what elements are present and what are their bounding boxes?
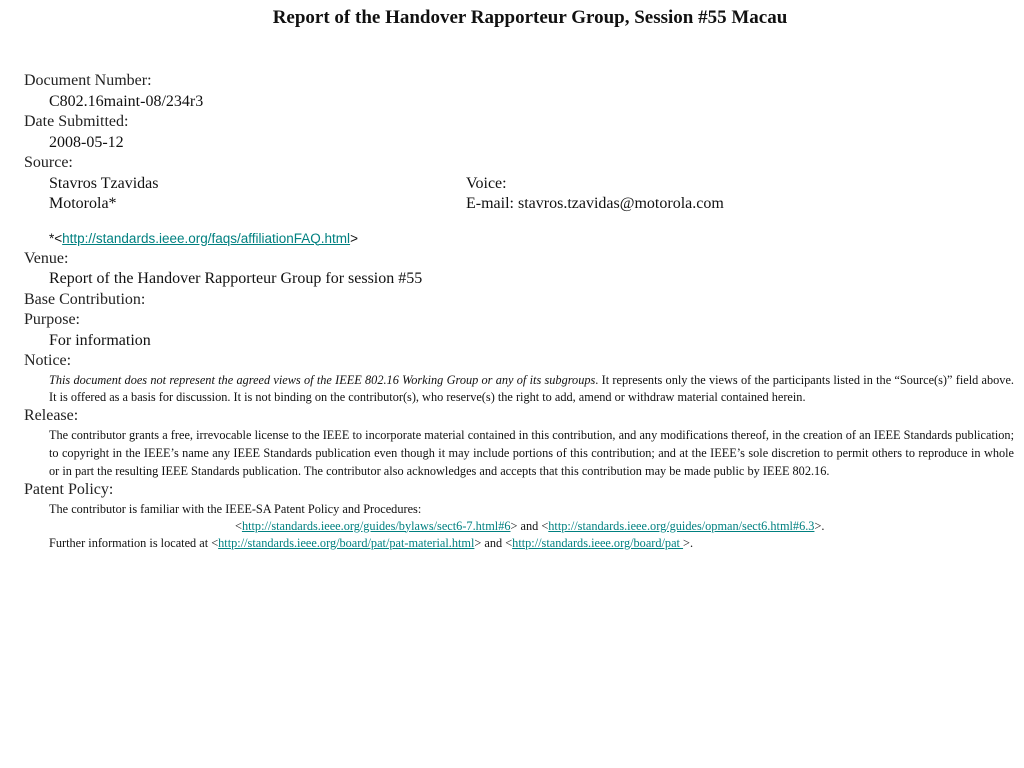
affiliation-faq-link[interactable]: http://standards.ieee.org/faqs/affiliationFAQ.html bbox=[62, 230, 351, 246]
source-affiliation: Motorola* bbox=[49, 195, 117, 212]
affiliation-prefix: *< bbox=[49, 230, 63, 246]
pat-material-link[interactable]: http://standards.ieee.org/board/pat/pat-material.html bbox=[218, 535, 475, 550]
notice-body-text: . It represents only the views of the participants listed in the “Source(s)” field above. It is offered as a basis for discussion. It is not binding on the contributor(s), who reserve(s) the right to add, amend or withdraw material contained herein. bbox=[49, 372, 1014, 404]
purpose-label: Purpose: bbox=[24, 311, 80, 328]
patent-policy-intro: The contributor is familiar with the IEEE-SA Patent Policy and Procedures: bbox=[49, 501, 422, 516]
notice-text bbox=[24, 372, 1014, 406]
venue-label: Venue: bbox=[24, 249, 69, 267]
release-text: The contributor grants a free, irrevocable license to the IEEE to incorporate material contained in this contribution, and any modifications thereof, in the creation of an IEEE Standards publication; to copyright in the IEEE’s name any IEEE Standards publication even though it may include portions of this contribution; and at the IEEE’s sole discretion to permit others to reproduce in whole or in part the resulting IEEE Standards publication. The contributor also acknowledges and accepts that this contribution may be made public by IEEE 802.16. bbox=[49, 428, 1014, 478]
date-submitted-label: Date Submitted: bbox=[24, 113, 129, 130]
notice-label: Notice: bbox=[24, 352, 72, 369]
link2-separator: > and < bbox=[474, 535, 513, 550]
document-number-label: Document Number: bbox=[24, 72, 152, 89]
base-contribution-label: Base Contribution: bbox=[24, 290, 146, 308]
link1-suffix: >. bbox=[814, 518, 825, 533]
source-row-1 bbox=[24, 174, 1014, 195]
source-name: Stavros Tzavidas bbox=[49, 174, 159, 192]
source-label: Source: bbox=[24, 154, 73, 171]
link1-prefix: < bbox=[235, 518, 242, 533]
board-pat-link[interactable]: http://standards.ieee.org/board/pat bbox=[512, 535, 684, 550]
venue-value: Report of the Handover Rapporteur Group for session #55 bbox=[49, 270, 423, 287]
document-number-value: C802.16maint-08/234r3 bbox=[49, 92, 204, 110]
opman-link[interactable]: http://standards.ieee.org/guides/opman/sect6.html#6.3 bbox=[548, 518, 815, 533]
patent-policy-links-line bbox=[24, 518, 1014, 535]
further-information-line bbox=[24, 535, 1014, 552]
source-row-2 bbox=[24, 194, 1014, 215]
affiliation-faq-line bbox=[24, 229, 1014, 249]
spacer bbox=[24, 215, 1014, 229]
link-separator: > and < bbox=[510, 518, 549, 533]
bylaws-link[interactable]: http://standards.ieee.org/guides/bylaws/sect6-7.html#6 bbox=[241, 518, 511, 533]
affiliation-suffix: > bbox=[350, 230, 358, 246]
page-title: Report of the Handover Rapporteur Group, Session #55 Macau bbox=[272, 7, 788, 28]
notice-italic-text: This document does not represent the agreed views of the IEEE 802.16 Working Group or any of its subgroups bbox=[49, 372, 596, 387]
release-label: Release: bbox=[24, 406, 79, 424]
date-submitted-value: 2008-05-12 bbox=[49, 133, 124, 151]
email-text: E-mail: stavros.tzavidas@motorola.com bbox=[466, 195, 724, 212]
purpose-value: For information bbox=[49, 331, 151, 349]
further-prefix: Further information is located at < bbox=[49, 535, 219, 550]
document-body bbox=[24, 71, 1014, 552]
link2-suffix: >. bbox=[683, 535, 694, 550]
voice-label: Voice: bbox=[466, 174, 507, 192]
patent-policy-label: Patent Policy: bbox=[24, 481, 114, 498]
